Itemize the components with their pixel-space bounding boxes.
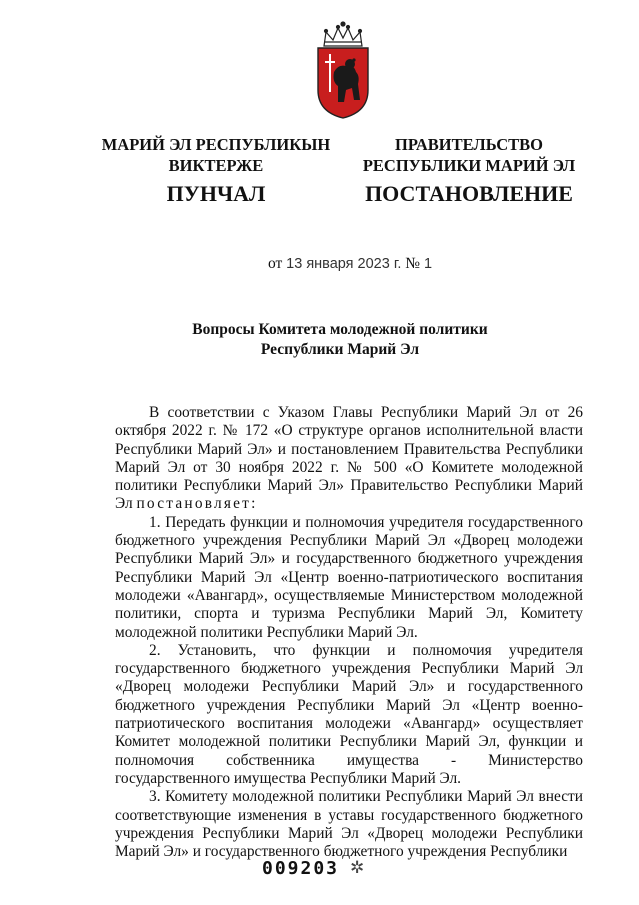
crown-icon <box>324 22 362 46</box>
date-value: 13 января 2023 г. <box>286 256 402 272</box>
header-left-line1: МАРИЙ ЭЛ РЕСПУБЛИКЫН <box>101 135 331 154</box>
header-right-line2: РЕСПУБЛИКИ МАРИЙ ЭЛ <box>362 156 576 175</box>
clause-1-paragraph: 1. Передать функции и полномочия учредителя государственного бюджетного учреждения Республики Марий Эл «Дворец молодежи Республики Марий Эл» и государственного бюджетного учреждения Республики Марий Эл «Центр военно-патриотического воспитания молодежи «Авангард», осуществляемые Министерством молодежной политики, спорта и туризма Республики Марий Эл, Комитету молодежной политики Республики Марий Эл. <box>115 513 583 641</box>
clause-2-paragraph: 2. Установить, что функции и полномочия учредителя государственного бюджетного учреждения Республики Марий Эл «Дворец молодежи Республики Марий Эл» и государственного бюджетного учреждения Республики Марий Эл «Центр военно-патриотического воспитания молодежи «Авангард» осуществляет Комитет молодежной политики Республики Марий Эл, функции и полномочия собственника имущества - Министерство государственного имущества Республики Марий Эл. <box>115 641 583 787</box>
document-title <box>170 320 510 360</box>
serial-number: 009203 <box>262 858 340 879</box>
header-left-block <box>96 134 336 208</box>
preamble-text: В соответствии с Указом Главы Республики Марий Эл от 26 октября 2022 г. № 172 «О структуре органов исполнительной власти Республики Марий Эл» и постановлением Правительства Республики Марий Эл от 30 ноября 2022 г. № 500 «О Комитете молодежной политики Республики Марий Эл» Правительство Республики Марий Эл <box>115 404 583 513</box>
number-value: 1 <box>423 256 433 272</box>
coat-of-arms-emblem <box>312 20 374 120</box>
document-title-line2: Республики Марий Эл <box>260 341 420 358</box>
header-left-line2: ВИКТЕРЖЕ <box>168 156 264 175</box>
document-body <box>115 404 583 861</box>
header-left-title: ПУНЧАЛ <box>166 181 266 206</box>
preamble-resolve: постановляет: <box>136 495 258 513</box>
header-right-line1: ПРАВИТЕЛЬСТВО <box>395 135 543 154</box>
clause-3-paragraph: 3. Комитету молодежной политики Республики Марий Эл внести соответствующие изменения в уставы государственного бюджетного учреждения Республики Марий Эл «Дворец молодежи Республики Марий Эл» и государственного бюджетного учреждения Республики <box>115 788 583 861</box>
header-right-title: ПОСТАНОВЛЕНИЕ <box>365 181 573 206</box>
number-prefix: № <box>405 255 421 272</box>
preamble-paragraph <box>115 404 583 514</box>
date-line <box>0 255 639 273</box>
document-title-line1: Вопросы Комитета молодежной политики <box>192 321 488 338</box>
date-prefix: от <box>267 255 283 272</box>
asterisk-mark-icon: ✲ <box>350 858 365 877</box>
header-right-block <box>346 134 592 208</box>
